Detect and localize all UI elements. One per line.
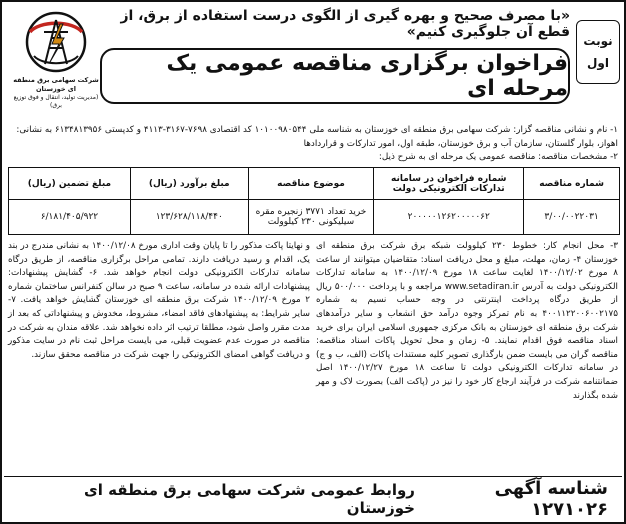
ad-identifier: شناسه آگهی ۱۲۷۱۰۲۶ (494, 477, 608, 520)
cell-estimate: ۱۲۳/۶۲۸/۱۱۸/۴۴۰ (130, 200, 248, 235)
logo-company-subtitle: (مدیریت تولید، انتقال و فوق توزیع برق) (13, 94, 99, 109)
table-row (9, 200, 620, 235)
body-left-column: و نهایتا پاکت مذکور را تا پایان وقت اداری مورخ ۱۴۰۰/۱۲/۰۸ به نشانی مندرج در بند یک، اقدام و رسید دریافت دارند. تمامی مراحل برگزاری مناقصه، از طریق درگاه سامانه تدارکات الکترونیکی دولت انجام خواهد شد. ۶- گشایش پیشنهادات: پیشنهادات ارائه شده در سامانه، ساعت ۹ صبح در سالن کنفرانس ساختمان شماره ۲ مورخ ۱۴۰۰/۱۲/۰۹ شرکت برق منطقه ای خوزستان گشایش خواهد یافت. ۷- سایر شرایط: به پیشنهادهای فاقد امضاء، مشروط، مخدوش و پیشنهاداتی که بعد از مدت مقرر واصل شود، مطلقا ترتیب اثر داده نخواهد شد. علاقه مندان به شرکت در مناقصه در صورت عدم عضویت قبلی، می بایست مراحل ثبت نام در سایت مذکور و دریافت گواهی امضای الکترونیکی را جهت شرکت در مناقصه محقق سازند. (7, 241, 310, 360)
col-tender-number: شماره مناقصه (524, 168, 620, 200)
col-call-number: شماره فراخوان در سامانه تدارکات الکترونیکی دولت (374, 168, 524, 200)
logo-company-name: شرکت سهامی برق منطقه ای خوزستان (13, 76, 99, 93)
lightning-tower-icon (24, 10, 88, 74)
intro-line-1: ۱- نام و نشانی مناقصه گزار: شرکت سهامی برق منطقه ای خوزستان به شناسه ملی ۱۰۱۰۰۹۸۰۵۴۴ کد اقتصادی ۷۶۹۸-۳۱۶۷-۴۱۱۳ و کدپستی ۶۱۳۴۸۱۳۹۵۶ به نشانی: اهواز، بلوار گلستان، سازمان آب و برق خوزستان، طبقه اول، امور تدارکات و قراردادها (16, 125, 618, 149)
col-guarantee: مبلغ تضمین (ریال) (9, 168, 131, 200)
table-header-row (9, 168, 620, 200)
company-logo (10, 10, 102, 120)
public-relations-signature: روابط عمومی شرکت سهامی برق منطقه ای خوزستان (84, 480, 415, 517)
tender-table (8, 167, 620, 235)
intro-line-2: ۲- مشخصات مناقصه: مناقصه عمومی یک مرحله ای به شرح ذیل: (378, 152, 618, 162)
notice-round-box (576, 20, 620, 84)
col-estimate: مبلغ برآورد (ریال) (130, 168, 248, 200)
body-right-column: ۳- محل انجام کار: خطوط ۲۳۰ کیلوولت شبکه برق شرکت برق منطقه ای خوزستان ۴- زمان، مهلت، مبلغ و محل دریافت اسناد: متقاضیان میتوانند از ساعت ۸ مورخ ۱۴۰۰/۱۲/۰۲ لغایت ساعت ۱۸ مورخ ۱۴۰۰/۱۲/۰۹ به سامانه تدارکات الکترونیکی دولت به آدرس www.setadiran.ir مراجعه و با پرداخت ۵۰۰/۰۰۰ ریال از طریق درگاه پرداخت اینترنتی در وجه حساب نسیم به شماره ۴۰۰۱۱۲۲۰۰۶۰۰۲۱۷۵ به نام تمرکز وجوه درآمد حق انشعاب و سایر درآمدهای شرکت برق منطقه ای خوزستان به بانک مرکزی جمهوری اسلامی ایران برای خرید اسناد مناقصه فوق اقدام نمایند. ۵- زمان و محل تحویل پاکات اسناد مناقصه: مناقصه گران می بایست ضمن بارگذاری تصویر کلیه مستندات پاکات (الف، ب و ج) در سامانه تدارکات الکترونیکی دولت تا ساعت ۱۸ مورخ ۱۴۰۰/۱۲/۲۷ اصل ضمانتنامه شرکت در فرآیند ارجاع کار خود را نیز در (پاکت الف) بصورت لاک و مهر شده بگذارند (316, 241, 619, 401)
cell-call-number: ۲۰۰۰۰۰۱۲۶۲۰۰۰۰۰۶۲ (374, 200, 524, 235)
cell-guarantee: ۶/۱۸۱/۴۰۵/۹۲۲ (9, 200, 131, 235)
cell-subject: خرید تعداد ۳۷۷۱ زنجیره مقره سیلیکونی ۲۳۰ کیلوولت (248, 200, 374, 235)
slogan: «با مصرف صحیح و بهره گیری از الگوی درست استفاده از برق، از قطع آن جلوگیری کنیم» (120, 8, 570, 40)
page-title: فراخوان برگزاری مناقصه عمومی یک مرحله ای (100, 48, 570, 104)
cell-tender-number: ۳/۰۰/۰۰۲۲۰۳۱ (524, 200, 620, 235)
notice-round: اول (587, 56, 609, 70)
footer (4, 476, 622, 520)
col-subject: موضوع مناقصه (248, 168, 374, 200)
intro-section (8, 124, 618, 165)
notice-label: نوبت (583, 34, 613, 48)
header (4, 4, 622, 122)
